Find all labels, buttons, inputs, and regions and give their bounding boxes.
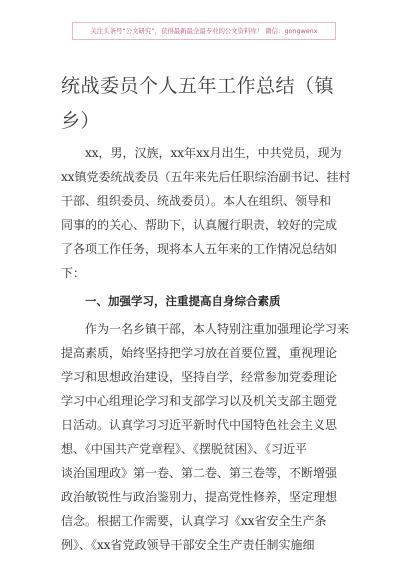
intro-line: 了各项工作任务，现将本人五年来的工作情况总结如 — [61, 242, 338, 256]
section-line: 想、《中国共产党章程》、《摆脱贫困》、《习近平 — [61, 442, 308, 456]
title-line-1: 统战委员个人五年工作总结（镇 — [61, 75, 335, 97]
intro-line: 同事的的关心、帮助下，认真履行职责，较好的完成 — [61, 218, 338, 232]
section-line: 学习中心组理论学习和支部学习以及机关支部主题党 — [61, 394, 338, 408]
section-line: 信念。根据工作需要，认真学习《xx省安全生产条 — [61, 514, 327, 528]
promo-banner: 关注头条号“公文研究”，获得最新最全最专业的公文资料库！ 微信：gongwenx — [72, 22, 336, 40]
intro-line: xx镇党委统战委员（五年来先后任职综治副书记、挂村 — [61, 170, 351, 184]
intro-line: 干部、组织委员、统战委员）。本人在组织、领导和 — [61, 194, 332, 208]
intro-line: 下： — [61, 266, 86, 280]
section-line: 政治敏锐性与政治鉴别力，提高党性修养，坚定理想 — [61, 490, 338, 504]
section-line: 提高素质，始终坚持把学习放在首要位置，重视理论 — [61, 346, 338, 360]
title-line-2: 乡） — [61, 110, 101, 132]
section-line: 作为一名乡镇干部，本人特别注重加强理论学习来 — [85, 322, 350, 336]
section-heading: 一、加强学习，注重提高自身综合素质 — [85, 294, 281, 308]
section-line: 谈治国理政》第一卷、第二卷、第三卷等，不断增强 — [61, 466, 338, 480]
section-line: 日活动。认真学习习近平新时代中国特色社会主义思 — [61, 418, 338, 432]
document-title — [61, 69, 351, 139]
intro-line: xx，男，汉族，xx年xx月出生，中共党员，现为 — [85, 146, 342, 160]
section-line: 学习和思想政治建设，坚持自学，经常参加党委理论 — [61, 370, 338, 384]
section-line: 例》、《xx省党政领导干部安全生产责任制实施细 — [61, 538, 315, 552]
document-body — [61, 141, 349, 557]
